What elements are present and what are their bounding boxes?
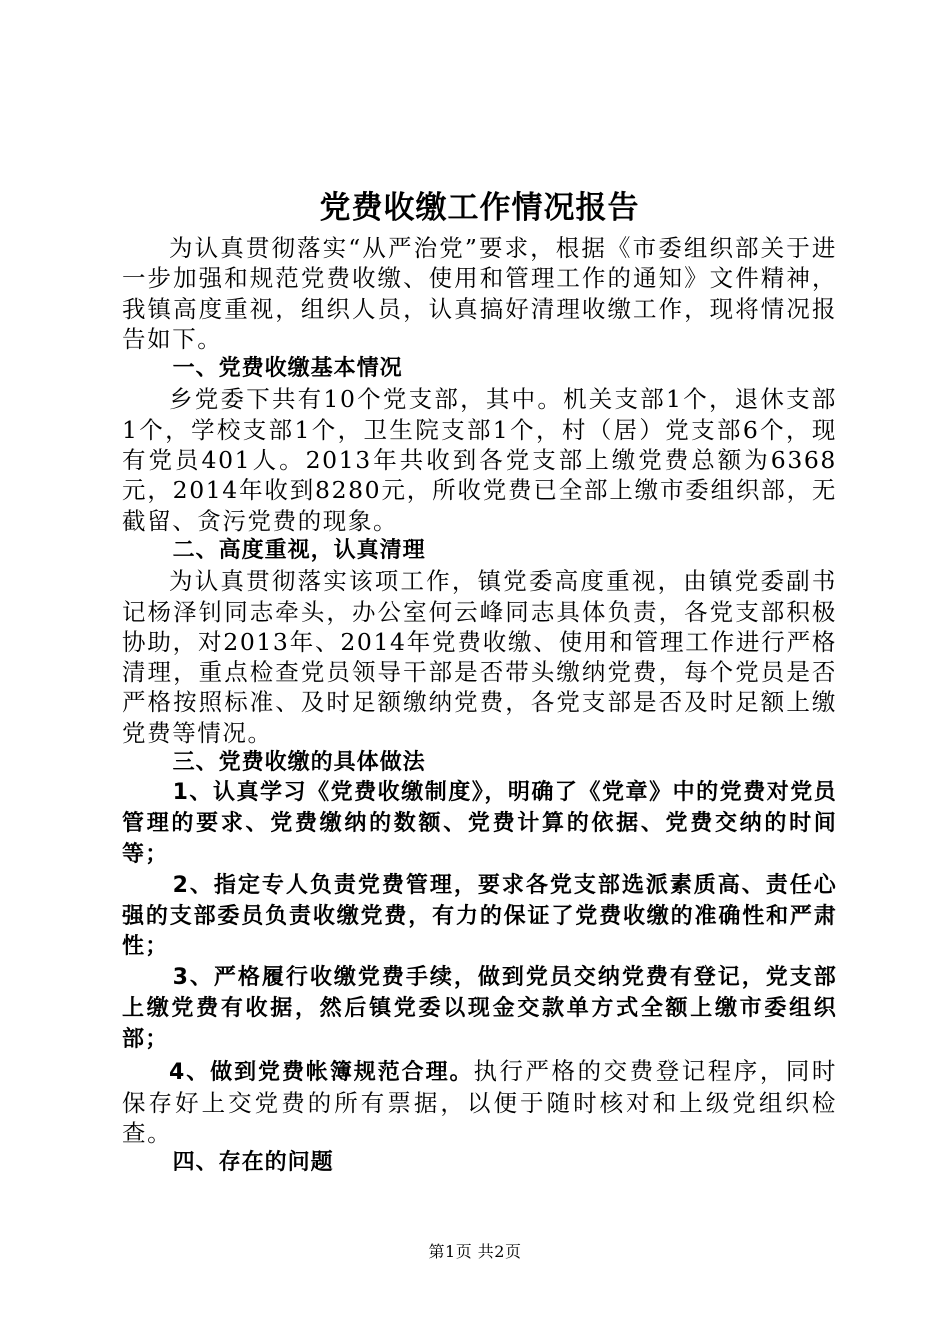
section-3-item-3: 3、严格履行收缴党费手续，做到党员交纳党费有登记，党支部上缴党费有收据，然后镇党委以现金交款单方式全额上缴市委组织部； [122, 965, 837, 1052]
section-3-item-4-lead: 4、做到党费帐簿规范合理。 [169, 1059, 474, 1085]
section-3-item-1: 1、认真学习《党费收缴制度》，明确了《党章》中的党费对党员管理的要求、党费缴纳的数额、党费计算的依据、党费交纳的时间等； [122, 780, 837, 867]
section-1-heading: 一、党费收缴基本情况 [172, 356, 403, 382]
section-1-paragraph: 乡党委下共有10个党支部，其中。机关支部1个，退休支部1个，学校支部1个，卫生院支部1个，村（居）党支部6个，现有党员401人。2013年共收到各党支部上缴党费总额为6368元，2014年收到8280元，所收党费已全部上缴市委组织部，无截留、贪污党费的现象。 [122, 385, 837, 535]
page-footer: 第1页 共2页 [428, 1242, 522, 1261]
section-3-item-4 [122, 1056, 837, 1149]
document-body [122, 233, 837, 1179]
section-3-item-2: 2、指定专人负责党费管理，要求各党支部选派素质高、责任心强的支部委员负责收缴党费，有力的保证了党费收缴的准确性和严肃性； [122, 872, 837, 960]
section-2-heading: 二、高度重视，认真清理 [172, 537, 426, 563]
document-title: 党费收缴工作情况报告 [319, 190, 640, 226]
section-3-item-4-rest: 执行严格的交费登记程序，同时保存好上交党费的所有票据，以便于随时核对和上级党组织检查。 [122, 1056, 837, 1148]
section-2-paragraph: 为认真贯彻落实该项工作，镇党委高度重视，由镇党委副书记杨泽钊同志牵头，办公室何云峰同志具体负责，各党支部积极协助，对2013年、2014年党费收缴、使用和管理工作进行严格清理，重点检查党员领导干部是否带头缴纳党费，每个党员是否严格按照标准、及时足额缴纳党费，各党支部是否及时足额上缴党费等情况。 [122, 567, 837, 747]
section-3-heading: 三、党费收缴的具体做法 [172, 750, 426, 776]
section-4-heading: 四、存在的问题 [172, 1150, 334, 1176]
intro-paragraph: 为认真贯彻落实“从严治党”要求，根据《市委组织部关于进一步加强和规范党费收缴、使用和管理工作的通知》文件精神，我镇高度重视，组织人员，认真搞好清理收缴工作，现将情况报告如下。 [122, 234, 837, 353]
